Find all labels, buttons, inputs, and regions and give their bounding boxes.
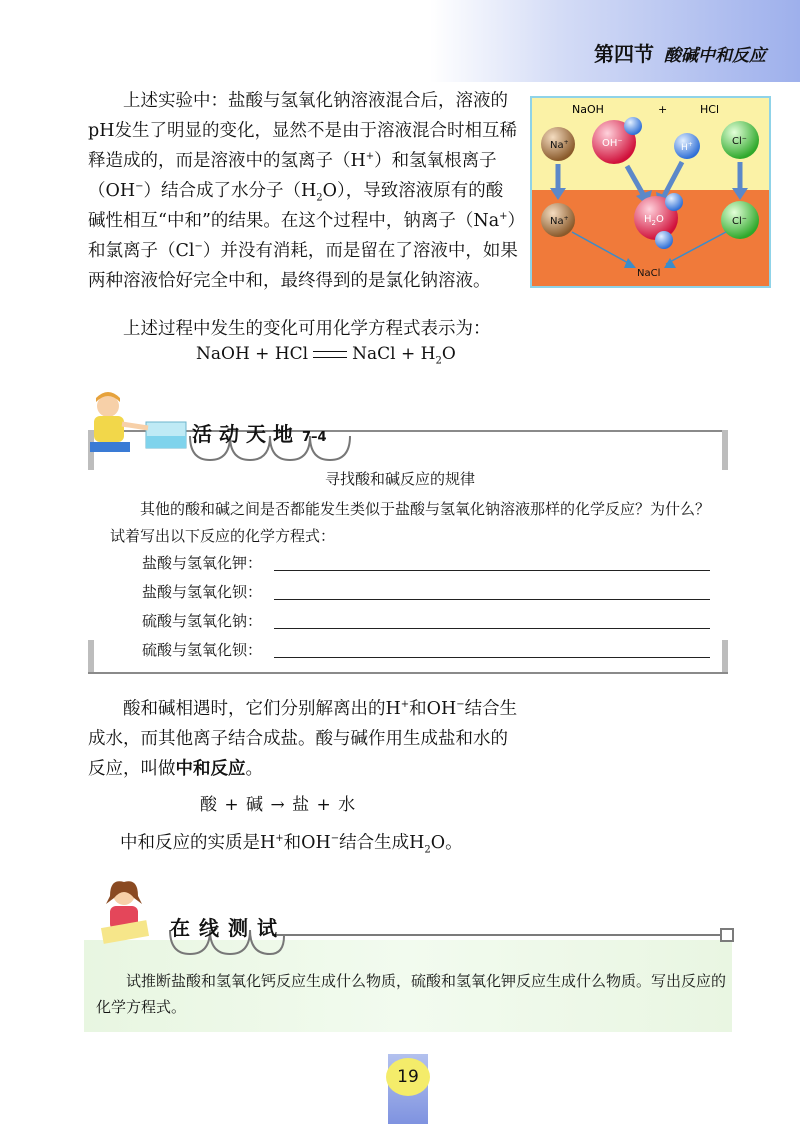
svg-text:H+: H+ (681, 141, 693, 153)
activity-row-1: 盐酸与氢氧化钾： (142, 554, 263, 572)
svg-text:NaCl: NaCl (637, 268, 661, 279)
svg-text:Cl−: Cl− (732, 215, 747, 227)
svg-text:+: + (658, 103, 668, 116)
girl-illustration (98, 880, 158, 948)
section-title: 酸碱中和反应 (664, 46, 766, 66)
intro-paragraph-2: 上述过程中发生的变化可用化学方程式表示为： (123, 319, 491, 339)
neutralization-paragraph: 酸和碱相遇时，它们分别解离出的H+和OH−结合生成水，而其他离子结合成盐。酸与碱作用生成盐和水的反应，叫做中和反应。 (88, 699, 518, 779)
answer-line-4[interactable] (274, 657, 710, 658)
section-number: 第四节 (594, 42, 654, 66)
answer-line-2[interactable] (274, 599, 710, 600)
activity-subtitle: 寻找酸和碱反应的规律 (324, 470, 475, 488)
page-number: 19 (386, 1058, 430, 1096)
activity-number: 7–4 (302, 430, 327, 445)
activity-row-4: 硫酸与氢氧化钡： (142, 641, 263, 659)
svg-text:Na+: Na+ (550, 215, 569, 227)
activity-paragraph: 其他的酸和碱之间是否都能发生类似于盐酸与氢氧化钠溶液那样的化学反应？为什么？试着写出以下反应的化学方程式： (110, 500, 711, 545)
activity-row-2: 盐酸与氢氧化钡： (142, 583, 263, 601)
word-equation: 酸 + 碱 → 盐 + 水 (200, 795, 357, 815)
answer-line-1[interactable] (274, 570, 710, 571)
page-header (430, 0, 800, 82)
online-test-title: 在线测试 (170, 916, 286, 940)
neutralization-diagram (530, 96, 771, 288)
essence-sentence: 中和反应的实质是H+和OH−结合生成$H_2O$。 (120, 833, 463, 856)
intro-paragraph: 上述实验中：盐酸与氢氧化钠溶液混合后，溶液的pH发生了明显的变化，显然不是由于溶液混合时相互稀释造成的，而是溶液中的氢离子（H+）和氢氧根离子（OH−）结合成了水分子$(H_2O)$，导致溶液原有的酸碱性相互“中和”的结果。在这个过程中，钠离子（Na+）和氯离子（Cl−）并没有消耗，而是留在了溶液中，如果两种溶液恰好完全中和，最终得到的是氯化钠溶液。 (88, 91, 518, 291)
answer-line-3[interactable] (274, 628, 710, 629)
svg-text:Cl−: Cl− (732, 135, 747, 147)
boy-illustration (86, 392, 196, 462)
svg-text:NaOH: NaOH (572, 103, 604, 116)
svg-text:Na+: Na+ (550, 139, 569, 151)
activity-row-3: 硫酸与氢氧化钠： (142, 612, 263, 630)
online-test-paragraph: 试推断盐酸和氢氧化钙反应生成什么物质，硫酸和氢氧化钾反应生成什么物质。写出反应的化学方程式。 (96, 972, 727, 1016)
svg-text:HCl: HCl (700, 103, 720, 116)
activity-title: 活动天地 7–4 (192, 422, 327, 446)
svg-text:OH−: OH− (602, 137, 623, 149)
chemical-equation: NaOH + HCl NaCl + $H_2O$ (196, 344, 456, 367)
svg-text:H2O: $H_2O$ (644, 214, 664, 227)
header-text (594, 38, 766, 67)
activity-frame-bottom (88, 672, 728, 674)
term-neutralization: 中和反应 (175, 759, 246, 779)
